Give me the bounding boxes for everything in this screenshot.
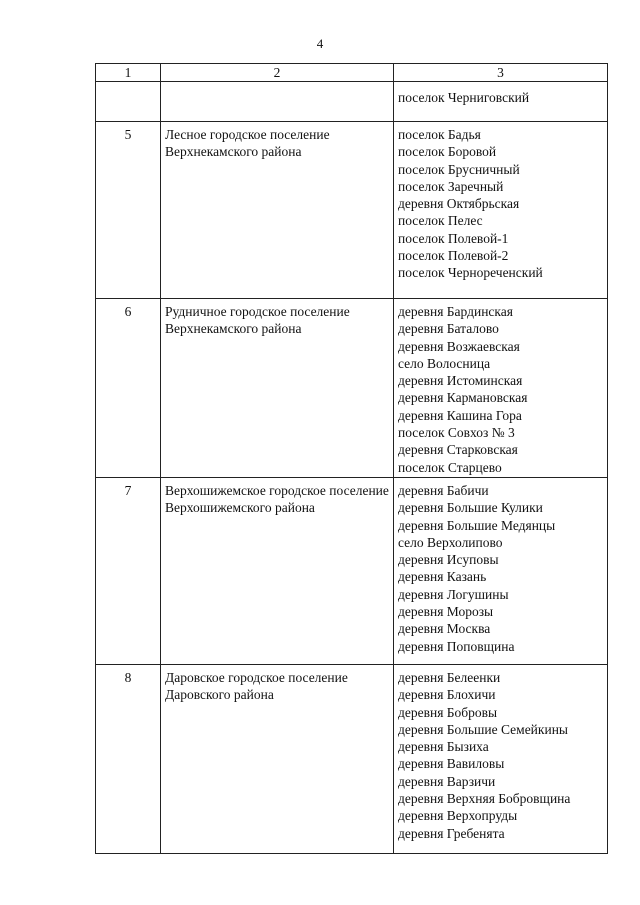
settlement-name: Лесное городское поселение Верхнекамского района bbox=[161, 122, 394, 299]
locality-item: деревня Исуповы bbox=[398, 552, 499, 568]
locality-item: поселок Старцево bbox=[398, 459, 502, 475]
locality-item: поселок Полевой-1 bbox=[398, 230, 509, 246]
locality-item: деревня Баталово bbox=[398, 321, 499, 337]
locality-item: поселок Пелес bbox=[398, 213, 483, 229]
table-row-continuation bbox=[96, 82, 608, 122]
locality-item: поселок Брусничный bbox=[398, 161, 520, 177]
settlements-table bbox=[95, 63, 608, 854]
locality-item: деревня Белеенки bbox=[398, 670, 501, 685]
column-header-2: 2 bbox=[161, 64, 394, 82]
locality-item: деревня Большие Медянцы bbox=[398, 517, 556, 533]
locality-item: поселок Совхоз № 3 bbox=[398, 425, 515, 441]
locality-item: поселок Бадья bbox=[398, 127, 481, 142]
locality-item: деревня Гребенята bbox=[398, 825, 505, 841]
row-number bbox=[96, 82, 161, 122]
locality-item: поселок Заречный bbox=[398, 178, 504, 194]
locality-item: поселок Чернореченский bbox=[398, 265, 543, 281]
settlement-name bbox=[161, 82, 394, 122]
localities-list bbox=[394, 299, 608, 478]
locality-item: поселок Полевой-2 bbox=[398, 248, 509, 264]
locality-item: деревня Кашина Гора bbox=[398, 407, 522, 423]
settlement-name: Даровское городское поселение Даровского района bbox=[161, 665, 394, 854]
table-row bbox=[96, 122, 608, 299]
locality-item: деревня Морозы bbox=[398, 604, 494, 620]
locality-item: деревня Старковская bbox=[398, 442, 518, 458]
locality-item: деревня Истоминская bbox=[398, 373, 523, 389]
row-number: 8 bbox=[96, 665, 161, 854]
localities-list bbox=[394, 478, 608, 665]
locality-item: деревня Бызиха bbox=[398, 739, 489, 755]
locality-item: село Волосница bbox=[398, 355, 491, 371]
locality-item: деревня Верхняя Бобровщина bbox=[398, 791, 571, 807]
row-number: 6 bbox=[96, 299, 161, 478]
locality-item: деревня Бардинская bbox=[398, 304, 513, 319]
locality-item: деревня Кармановская bbox=[398, 390, 528, 406]
locality-item: деревня Верхопруды bbox=[398, 808, 518, 824]
table-row bbox=[96, 665, 608, 854]
locality-item: деревня Большие Семейкины bbox=[398, 721, 568, 737]
locality-item: деревня Поповщина bbox=[398, 638, 515, 654]
column-header-1: 1 bbox=[96, 64, 161, 82]
table-header-row bbox=[96, 64, 608, 82]
locality-item: село Верхолипово bbox=[398, 534, 503, 550]
locality-item: деревня Блохичи bbox=[398, 687, 496, 703]
locality-item: деревня Большие Кулики bbox=[398, 500, 543, 516]
row-number: 5 bbox=[96, 122, 161, 299]
table-row bbox=[96, 478, 608, 665]
settlement-name: Верхошижемское городское поселение Верхошижемского района bbox=[161, 478, 394, 665]
locality-item: деревня Москва bbox=[398, 621, 491, 637]
localities-list bbox=[394, 665, 608, 854]
settlement-name: Рудничное городское поселение Верхнекамского района bbox=[161, 299, 394, 478]
table-row bbox=[96, 299, 608, 478]
locality-item: деревня Бобровы bbox=[398, 704, 498, 720]
locality-item: поселок Черниговский bbox=[398, 90, 530, 105]
locality-item: деревня Вавиловы bbox=[398, 756, 505, 772]
locality-item: поселок Боровой bbox=[398, 144, 497, 160]
localities-list bbox=[394, 122, 608, 299]
localities-list bbox=[394, 82, 608, 122]
locality-item: деревня Бабичи bbox=[398, 483, 489, 498]
page-number: 4 bbox=[316, 36, 324, 51]
column-header-3: 3 bbox=[394, 64, 608, 82]
locality-item: деревня Логушины bbox=[398, 586, 509, 602]
locality-item: деревня Октябрьская bbox=[398, 196, 520, 212]
locality-item: деревня Варзичи bbox=[398, 773, 496, 789]
locality-item: деревня Возжаевская bbox=[398, 338, 520, 354]
row-number: 7 bbox=[96, 478, 161, 665]
locality-item: деревня Казань bbox=[398, 569, 487, 585]
